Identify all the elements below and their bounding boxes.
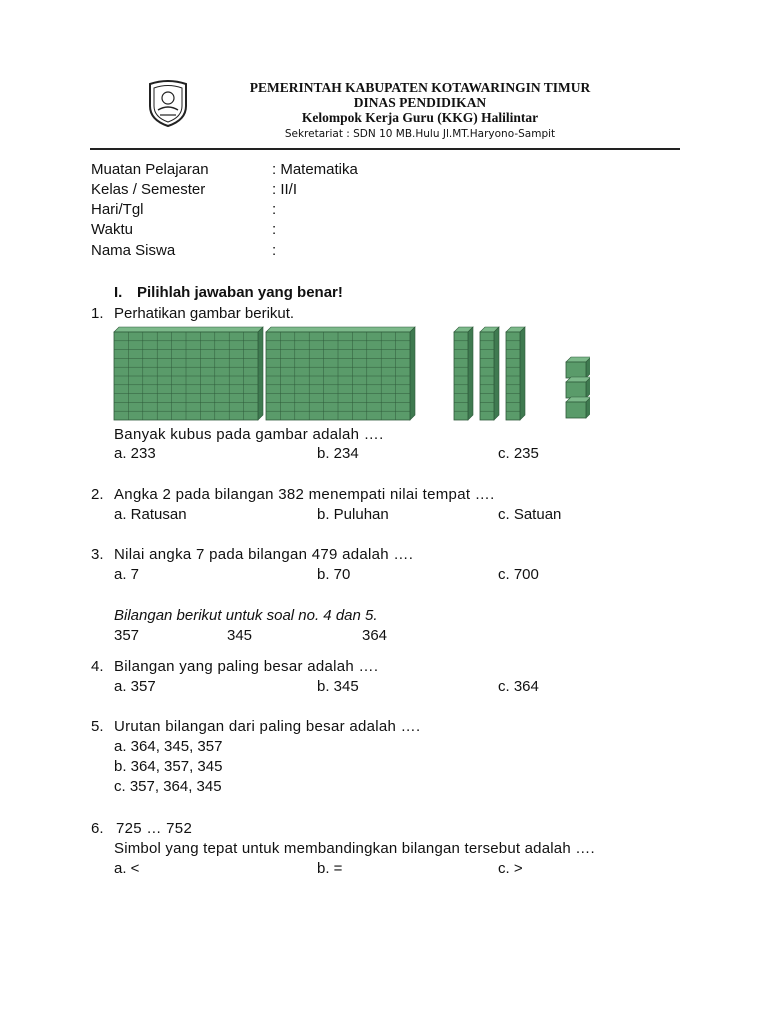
hundred-block — [266, 327, 415, 420]
q3-option-c: c. 700 — [498, 566, 539, 583]
q1-number: 1. — [91, 305, 104, 322]
q5-option-c: c. 357, 364, 345 — [114, 778, 222, 795]
unit-cube — [566, 377, 590, 398]
header-group: Kelompok Kerja Guru (KKG) Halilintar — [301, 110, 539, 125]
info-value-name: : — [272, 242, 277, 259]
unit-cube — [566, 357, 590, 378]
q6-option-b: b. = — [317, 860, 343, 877]
info-value-date: : — [272, 201, 277, 218]
q1-text: Perhatikan gambar berikut. — [114, 305, 295, 322]
info-value-class: : II/I — [272, 181, 298, 198]
q3-option-a: a. 7 — [114, 566, 140, 583]
info-value-subject: : Matematika — [272, 161, 358, 178]
section-number: I. — [114, 284, 123, 301]
q3-number: 3. — [91, 546, 104, 563]
info-label-name: Nama Siswa — [91, 242, 176, 259]
q1-prompt: Banyak kubus pada gambar adalah …. — [114, 426, 384, 443]
info-label-time: Waktu — [91, 221, 133, 238]
note-number-1: 357 — [114, 627, 140, 644]
header-department: DINAS PENDIDIKAN — [353, 95, 487, 110]
q5-option-a: a. 364, 345, 357 — [114, 738, 223, 755]
q4-option-c: c. 364 — [498, 678, 539, 695]
info-label-subject: Muatan Pelajaran — [91, 161, 209, 178]
q6-number: 6. — [91, 820, 104, 837]
info-value-time: : — [272, 221, 277, 238]
q2-option-c: c. Satuan — [498, 506, 562, 523]
ten-rod — [480, 327, 499, 420]
header-divider — [90, 148, 680, 150]
ten-rod — [454, 327, 473, 420]
q6-text: 725 … 752 — [116, 820, 193, 837]
q1-option-a: a. 233 — [114, 445, 156, 462]
q5-text: Urutan bilangan dari paling besar adalah …. — [114, 718, 421, 735]
q6-option-c: c. > — [498, 860, 523, 877]
note-number-2: 345 — [227, 627, 253, 644]
unit-cube — [566, 397, 590, 418]
hundred-block — [114, 327, 263, 420]
q2-number: 2. — [91, 486, 104, 503]
q3-option-b: b. 70 — [317, 566, 351, 583]
header-government: PEMERINTAH KABUPATEN KOTAWARINGIN TIMUR — [249, 80, 591, 95]
q5-number: 5. — [91, 718, 104, 735]
q3-text: Nilai angka 7 pada bilangan 479 adalah …. — [114, 546, 414, 563]
q6-option-a: a. < — [114, 860, 140, 877]
header-secretariat: Sekretariat : SDN 10 MB.Hulu Jl.MT.Haryono-Sampit — [284, 128, 556, 140]
base-ten-blocks-figure — [110, 322, 590, 424]
info-label-date: Hari/Tgl — [91, 201, 144, 218]
q1-option-b: b. 234 — [317, 445, 359, 462]
q4-option-a: a. 357 — [114, 678, 156, 695]
note-number-3: 364 — [362, 627, 388, 644]
q4-text: Bilangan yang paling besar adalah …. — [114, 658, 379, 675]
note-text: Bilangan berikut untuk soal no. 4 dan 5. — [114, 607, 378, 624]
info-label-class: Kelas / Semester — [91, 181, 206, 198]
section-title: Pilihlah jawaban yang benar! — [137, 284, 343, 301]
q1-option-c: c. 235 — [498, 445, 539, 462]
q4-number: 4. — [91, 658, 104, 675]
q6-prompt: Simbol yang tepat untuk membandingkan bilangan tersebut adalah …. — [114, 840, 595, 857]
q2-option-b: b. Puluhan — [317, 506, 389, 523]
q4-option-b: b. 345 — [317, 678, 359, 695]
q5-option-b: b. 364, 357, 345 — [114, 758, 223, 775]
q2-option-a: a. Ratusan — [114, 506, 187, 523]
ten-rod — [506, 327, 525, 420]
q2-text: Angka 2 pada bilangan 382 menempati nilai tempat …. — [114, 486, 495, 503]
